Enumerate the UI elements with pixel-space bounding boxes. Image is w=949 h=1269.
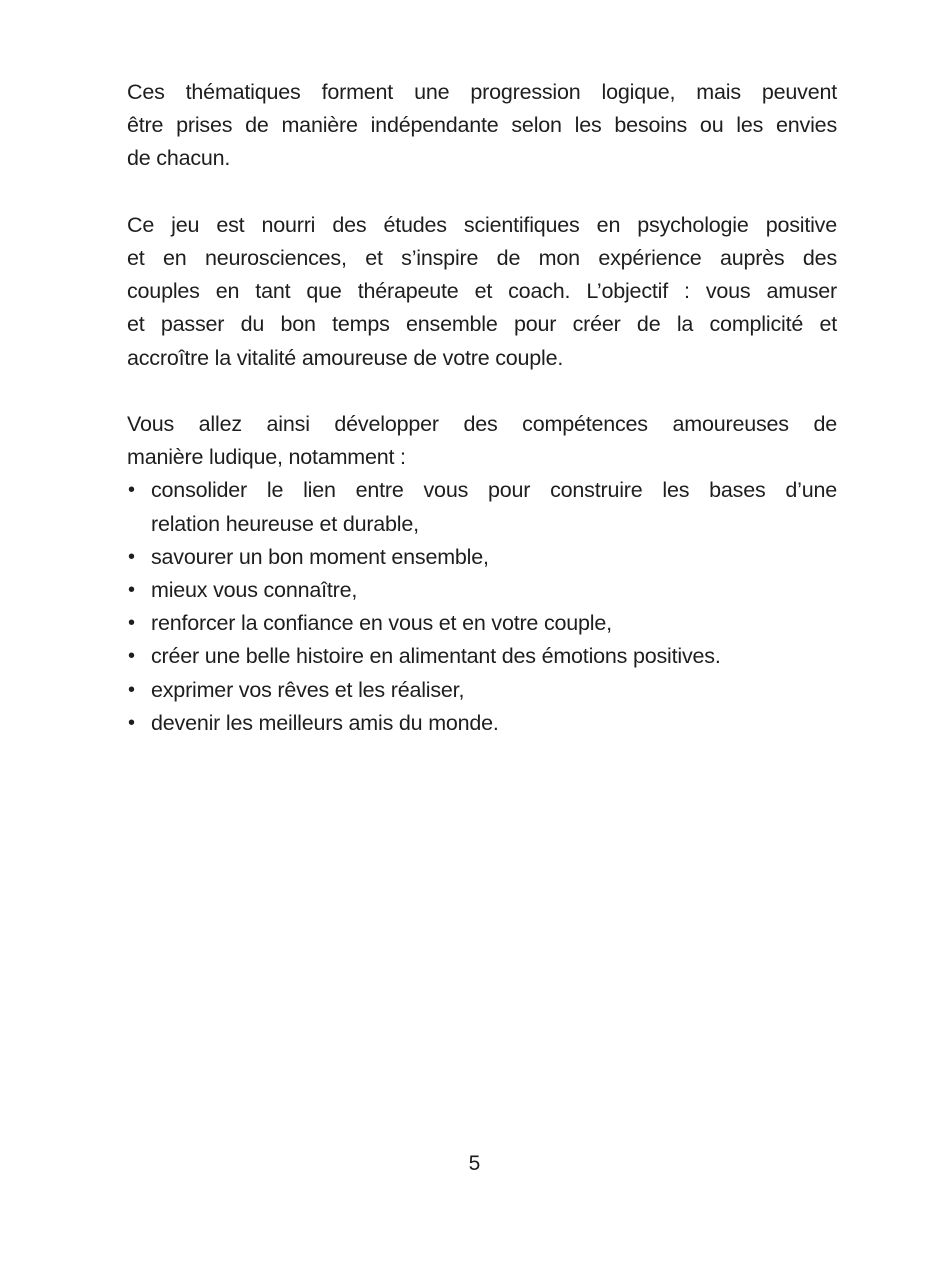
list-item — [127, 707, 837, 740]
list-item — [127, 674, 837, 707]
list-item-text: savourer un bon moment ensemble, — [151, 544, 489, 569]
text-line: et passer du bon temps ensemble pour créer de la complicité et — [127, 312, 837, 337]
list-item — [127, 640, 837, 673]
list-item-text: consolider le lien entre vous pour construire les bases d’une — [151, 478, 837, 503]
list-item-text: relation heureuse et durable, — [151, 511, 419, 536]
list-item-text: renforcer la confiance en vous et en votre couple, — [151, 611, 612, 636]
text-line: Ces thématiques forment une progression logique, mais peuvent — [127, 80, 837, 104]
bullet-icon: • — [128, 479, 135, 502]
list-item — [127, 474, 837, 540]
skills-list — [127, 474, 837, 740]
list-item-text: exprimer vos rêves et les réaliser, — [151, 677, 465, 702]
bullet-icon: • — [128, 612, 135, 635]
text-line: être prises de manière indépendante selon les besoins ou les envies — [127, 113, 837, 138]
list-item — [127, 607, 837, 640]
bullet-icon: • — [128, 645, 135, 668]
text-line: manière ludique, notamment : — [127, 445, 406, 470]
page-body — [127, 76, 837, 740]
bullet-icon: • — [128, 711, 135, 734]
text-line: et en neurosciences, et s’inspire de mon expérience auprès des — [127, 246, 837, 270]
list-item — [127, 574, 837, 607]
bullet-icon: • — [128, 678, 135, 701]
bullet-icon: • — [128, 579, 135, 602]
bullet-icon: • — [128, 545, 135, 568]
list-item-text: devenir les meilleurs amis du monde. — [151, 710, 499, 735]
text-line: Ce jeu est nourri des études scientifiques en psychologie positive — [127, 212, 837, 237]
paragraph-intro — [127, 76, 837, 176]
list-item-text: mieux vous connaître, — [151, 578, 358, 603]
text-line: accroître la vitalité amoureuse de votre couple. — [127, 345, 564, 370]
page-number: 5 — [468, 1152, 481, 1175]
paragraph-objective — [127, 209, 837, 375]
text-line: de chacun. — [127, 146, 231, 171]
list-item-text: créer une belle histoire en alimentant des émotions positives. — [151, 644, 721, 669]
list-item — [127, 541, 837, 574]
text-line: Vous allez ainsi développer des compétences amoureuses de — [127, 412, 837, 436]
paragraph-skills-intro — [127, 408, 837, 474]
text-line: couples en tant que thérapeute et coach. L’objectif : vous amuser — [127, 279, 837, 304]
